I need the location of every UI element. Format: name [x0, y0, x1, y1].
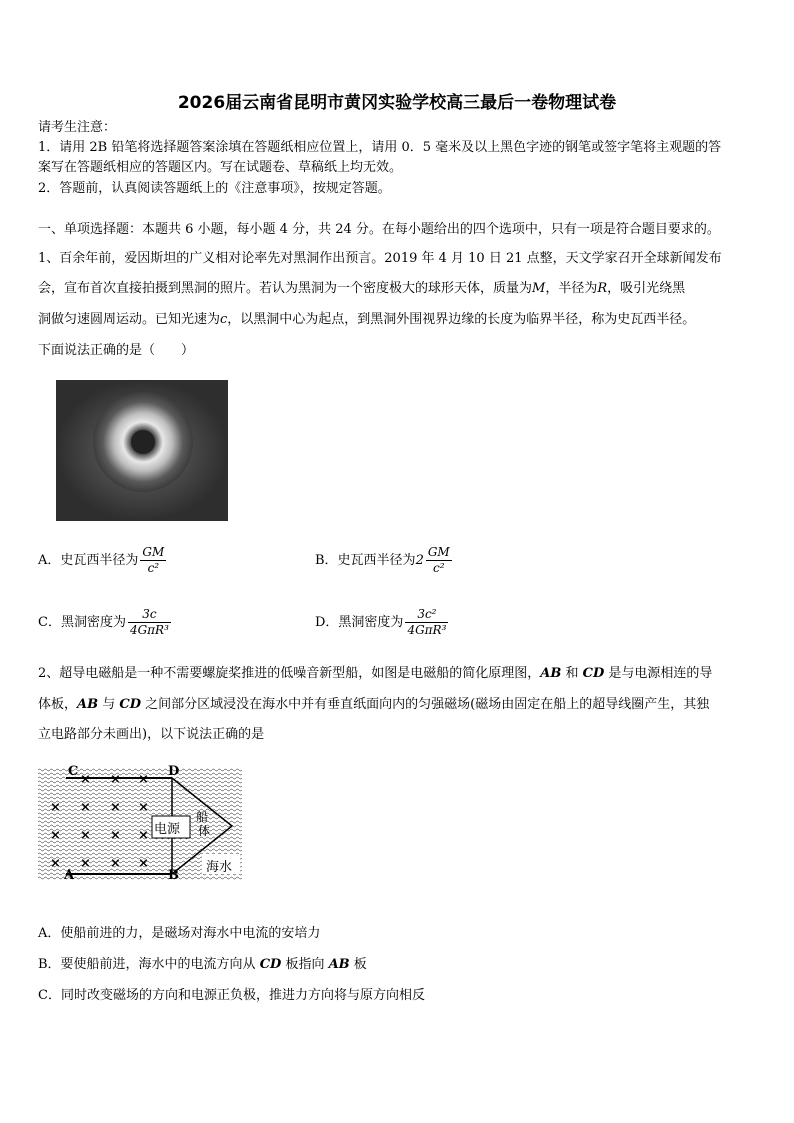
notice-heading: 请考生注意： — [38, 120, 117, 135]
question-2-line-2-text-a: 体板， — [38, 697, 78, 712]
field-mark: × — [80, 856, 91, 871]
label-c: C — [68, 764, 79, 779]
notice-item-2: 2．答题前，认真阅读答题纸上的《注意事项》，按规定答题。 — [38, 181, 391, 196]
field-mark: × — [110, 828, 121, 843]
question-2-line-2 — [38, 695, 709, 715]
field-mark: × — [110, 772, 121, 787]
question-1-line-2-text-b: ，半径为 — [545, 281, 598, 296]
label-a: A — [64, 868, 75, 883]
var-R: R — [597, 281, 608, 296]
field-mark: × — [138, 800, 149, 815]
option-b-text-a: B．要使船前进，海水中的电流方向从 — [38, 957, 260, 972]
notice-item-1-line-1: 1．请用 2B 铅笔将选择题答案涂填在答题纸相应位置上，请用 0．5 毫米及以上黑色字迹的钢笔或签字笔将主观题的答 — [38, 140, 722, 155]
plate-ab-2: AB — [77, 697, 99, 712]
notice-item-1-line-2: 案写在答题纸相应的答题区内。写在试题卷、草稿纸上均无效。 — [38, 160, 403, 175]
option-c-fraction: $\frac{3c}{\text{4GπR³}}$ — [129, 607, 169, 637]
option-d-label: D．黑洞密度为 — [315, 615, 404, 630]
field-mark: × — [110, 856, 121, 871]
option-a-label: A．史瓦西半径为 — [38, 553, 139, 568]
field-mark: × — [80, 800, 91, 815]
field-mark: × — [80, 772, 91, 787]
question-1-line-3-text-b: ，以黑洞中心为起点，到黑洞外围视界边缘的长度为临界半径，称为史瓦西半径。 — [227, 312, 696, 327]
and-text: 和 — [561, 666, 583, 681]
field-mark: × — [138, 856, 149, 871]
question-1-option-a — [38, 545, 168, 576]
field-mark: × — [50, 856, 61, 871]
ship-label: 船 — [196, 810, 209, 824]
option-b-text-b: 板指向 — [281, 957, 329, 972]
question-2-line-1-text-b: 是与电源相连的导 — [604, 666, 713, 681]
question-2-line-1-text-a: 2、超导电磁船是一种不需要螺旋桨推进的低噪音新型船，如图是电磁船的简化原理图， — [38, 666, 541, 681]
question-1-line-1: 1、百余年前，爱因斯坦的广义相对论率先对黑洞作出预言。2019 年 4 月 10 日 21 点整，天文学家召开全球新闻发布 — [38, 251, 722, 266]
option-d-fraction: $\frac{\text{3c²}}{\text{4GπR³}}$ — [407, 607, 447, 637]
option-b-text-c: 板 — [349, 957, 367, 972]
plate-cd: CD — [582, 666, 605, 681]
var-M: M — [532, 281, 546, 296]
question-1-line-2-text-a: 会，宣布首次直接拍摄到黑洞的照片。若认为黑洞为一个密度极大的球形天体，质量为 — [38, 281, 533, 296]
plate-cd-2: CD — [119, 697, 141, 712]
power-source-label: 电源 — [154, 822, 181, 837]
question-1-line-2-text-c: ，吸引光绕黑 — [607, 281, 686, 296]
field-mark: × — [50, 800, 61, 815]
option-b-label: B．史瓦西半径为 — [315, 553, 416, 568]
field-mark: × — [138, 828, 149, 843]
field-mark: × — [50, 828, 61, 843]
question-1-prompt: 下面说法正确的是（ ） — [38, 343, 195, 358]
field-mark: × — [138, 772, 149, 787]
option-a-fraction: $\frac{GM}{\text{c²}}$ — [142, 545, 165, 575]
option-b-ab: AB — [328, 957, 350, 972]
field-mark: × — [110, 800, 121, 815]
page-title: 2026届云南省昆明市黄冈实验学校高三最后一卷物理试卷 — [177, 93, 617, 113]
option-b-fraction: $\frac{GM}{\text{c²}}$ — [427, 545, 450, 575]
option-b-coefficient: 2 — [415, 553, 424, 568]
plate-ab: AB — [540, 666, 562, 681]
question-2-option-b — [38, 955, 367, 975]
question-2-line-3: 立电路部分未画出)，以下说法正确的是 — [38, 727, 265, 742]
ship-diagram — [38, 764, 244, 884]
option-c-label: C．黑洞密度为 — [38, 615, 126, 630]
var-c: c — [220, 312, 228, 327]
black-hole-image — [56, 380, 228, 521]
question-2-line-2-text-b: 与 — [98, 697, 120, 712]
question-1-line-3-text-a: 洞做匀速圆周运动。已知光速为 — [38, 312, 221, 327]
label-d: D — [168, 764, 180, 779]
ship-body-label: 体 — [198, 824, 211, 838]
question-2-line-2-text-c: 之间部分区域浸没在海水中并有垂直纸面向内的匀强磁场(磁场由固定在船上的超导线圈产生，其独 — [140, 697, 710, 712]
question-2-option-a: A．使船前进的力，是磁场对海水中电流的安培力 — [38, 926, 321, 941]
sea-water-label: 海水 — [206, 860, 233, 875]
question-2-option-c: C．同时改变磁场的方向和电源正负极，推进力方向将与原方向相反 — [38, 988, 425, 1003]
option-b-cd: CD — [259, 957, 282, 972]
question-2-line-1 — [38, 664, 712, 684]
question-1-line-3 — [38, 310, 695, 330]
field-mark: × — [80, 828, 91, 843]
question-1-option-c — [38, 607, 173, 638]
question-1-line-2 — [38, 279, 685, 299]
label-b: B — [168, 868, 179, 883]
question-1-option-d — [315, 607, 450, 638]
section-1-heading: 一、单项选择题：本题共 6 小题，每小题 4 分，共 24 分。在每小题给出的四个选项中，只有一项是符合题目要求的。 — [38, 222, 720, 237]
question-1-option-b — [315, 545, 454, 576]
